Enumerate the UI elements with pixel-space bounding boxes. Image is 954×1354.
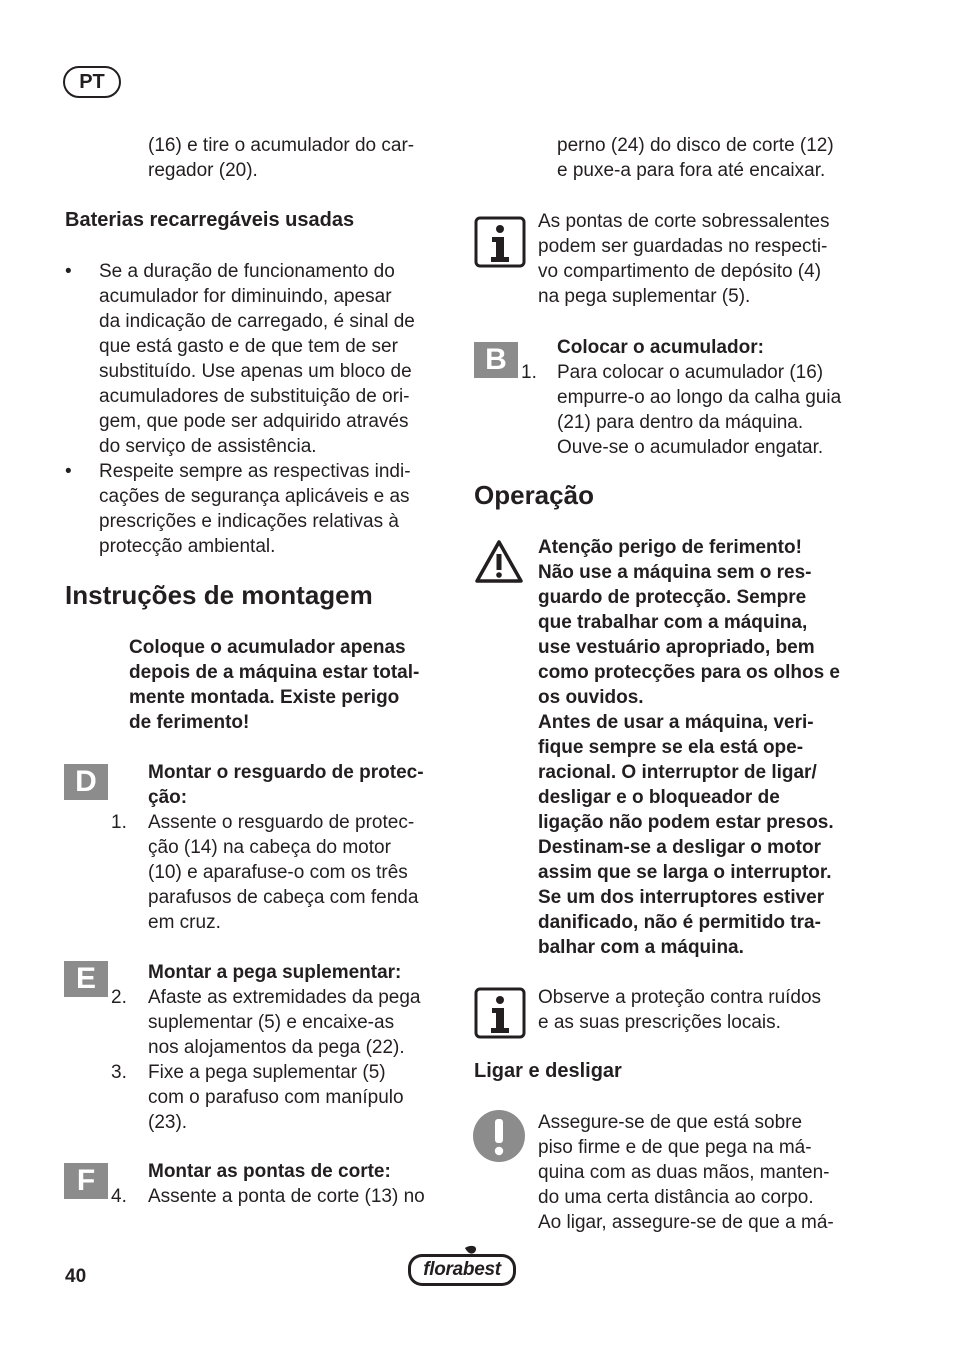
bullet-marker: • [65, 461, 72, 482]
warning-triangle-icon [474, 538, 524, 584]
step-title: Montar a pega suplementar: [148, 962, 402, 983]
warning-text: Atenção perigo de ferimento! Não use a máquina sem o res- guardo de protecção. Sempre que trabalhar com a máquina, use vestuário apropriado, bem como protecções para os olhos e os ouvidos. Antes de usar a máquina, veri- fique sempre se ela está ope- racional. O interruptor de ligar/ desligar e o bloqueador de ligação não podem estar presos. Destinam-se a desligar o motor assim que se larga o interruptor. Se um dos interruptores estiver danificado, não é permitido tra- balhar com a máquina. [538, 537, 840, 958]
notice-text: Assegure-se de que está sobre piso firme e de que pega na má- quina com as duas mãos, manten- do uma certa distância ao corpo. Ao ligar, assegure-se de que a má- [538, 1112, 834, 1233]
page-number: 40 [65, 1266, 87, 1287]
exclamation-notice-icon [472, 1109, 526, 1163]
bullet-item: Respeite sempre as respectivas indi- cações de segurança aplicáveis e as prescrições e indicações relativas à protecção ambiental. [99, 461, 411, 557]
step-number: 3. [111, 1062, 127, 1083]
info-icon [474, 987, 526, 1039]
step-number: 1. [111, 812, 127, 833]
assembly-warning: Coloque o acumulador apenas depois de a máquina estar total- mente montada. Existe perigo de ferimento! [129, 637, 420, 733]
step-text: Assente a ponta de corte (13) no [148, 1186, 425, 1207]
step-text: Assente o resguardo de protec- ção (14) na cabeça do motor (10) e aparafuse-o com os três parafusos de cabeça com fenda em cruz. [148, 812, 419, 933]
step-title: Colocar o acumulador: [557, 337, 764, 358]
step-text: Para colocar o acumulador (16) empurre-o ao longo da calha guia (21) para dentro da máquina. Ouve-se o acumulador engatar. [557, 362, 842, 458]
onoff-heading: Ligar e desligar [474, 1060, 622, 1082]
step-text: Afaste as extremidades da pega suplementar (5) e encaixe-as nos alojamentos da pega (22). [148, 987, 421, 1058]
step-number: 2. [111, 987, 127, 1008]
info-icon [474, 216, 526, 268]
step-number: 1. [521, 362, 537, 383]
batteries-heading: Baterias recarregáveis usadas [65, 209, 355, 231]
step-title: Montar as pontas de corte: [148, 1161, 391, 1182]
figure-letter-d: D [64, 764, 108, 800]
assembly-heading: Instruções de montagem [65, 580, 373, 610]
logo-text: florabest [423, 1259, 501, 1280]
operation-heading: Operação [474, 480, 594, 510]
continued-text: perno (24) do disco de corte (12) e puxe-a para fora até encaixar. [557, 135, 834, 181]
intro-text: (16) e tire o acumulador do car- regador (20). [148, 135, 415, 181]
language-badge: PT [63, 66, 121, 98]
info-text: Observe a proteção contra ruídos e as suas prescrições locais. [538, 987, 822, 1033]
step-text: Fixe a pega suplementar (5) com o parafuso com manípulo (23). [148, 1062, 404, 1133]
step-title: Montar o resguardo de protec- ção: [148, 762, 424, 808]
step-number: 4. [111, 1186, 127, 1207]
figure-letter-f: F [64, 1163, 108, 1199]
figure-letter-b: B [474, 342, 518, 378]
bullet-marker: • [65, 261, 72, 282]
info-text: As pontas de corte sobressalentes podem ser guardadas no respecti- vo compartimento de depósito (4) na pega suplementar (5). [538, 211, 830, 307]
bullet-item: Se a duração de funcionamento do acumulador for diminuindo, apesar da indicação de carregado, é sinal de que está gasto e de que tem de ser substituído. Use apenas um bloco de acumuladores de substituição de ori- gem, que pode ser adquirido através do serviço de assistência. [99, 261, 415, 457]
figure-letter-e: E [64, 961, 108, 997]
florabest-logo [405, 1244, 519, 1290]
